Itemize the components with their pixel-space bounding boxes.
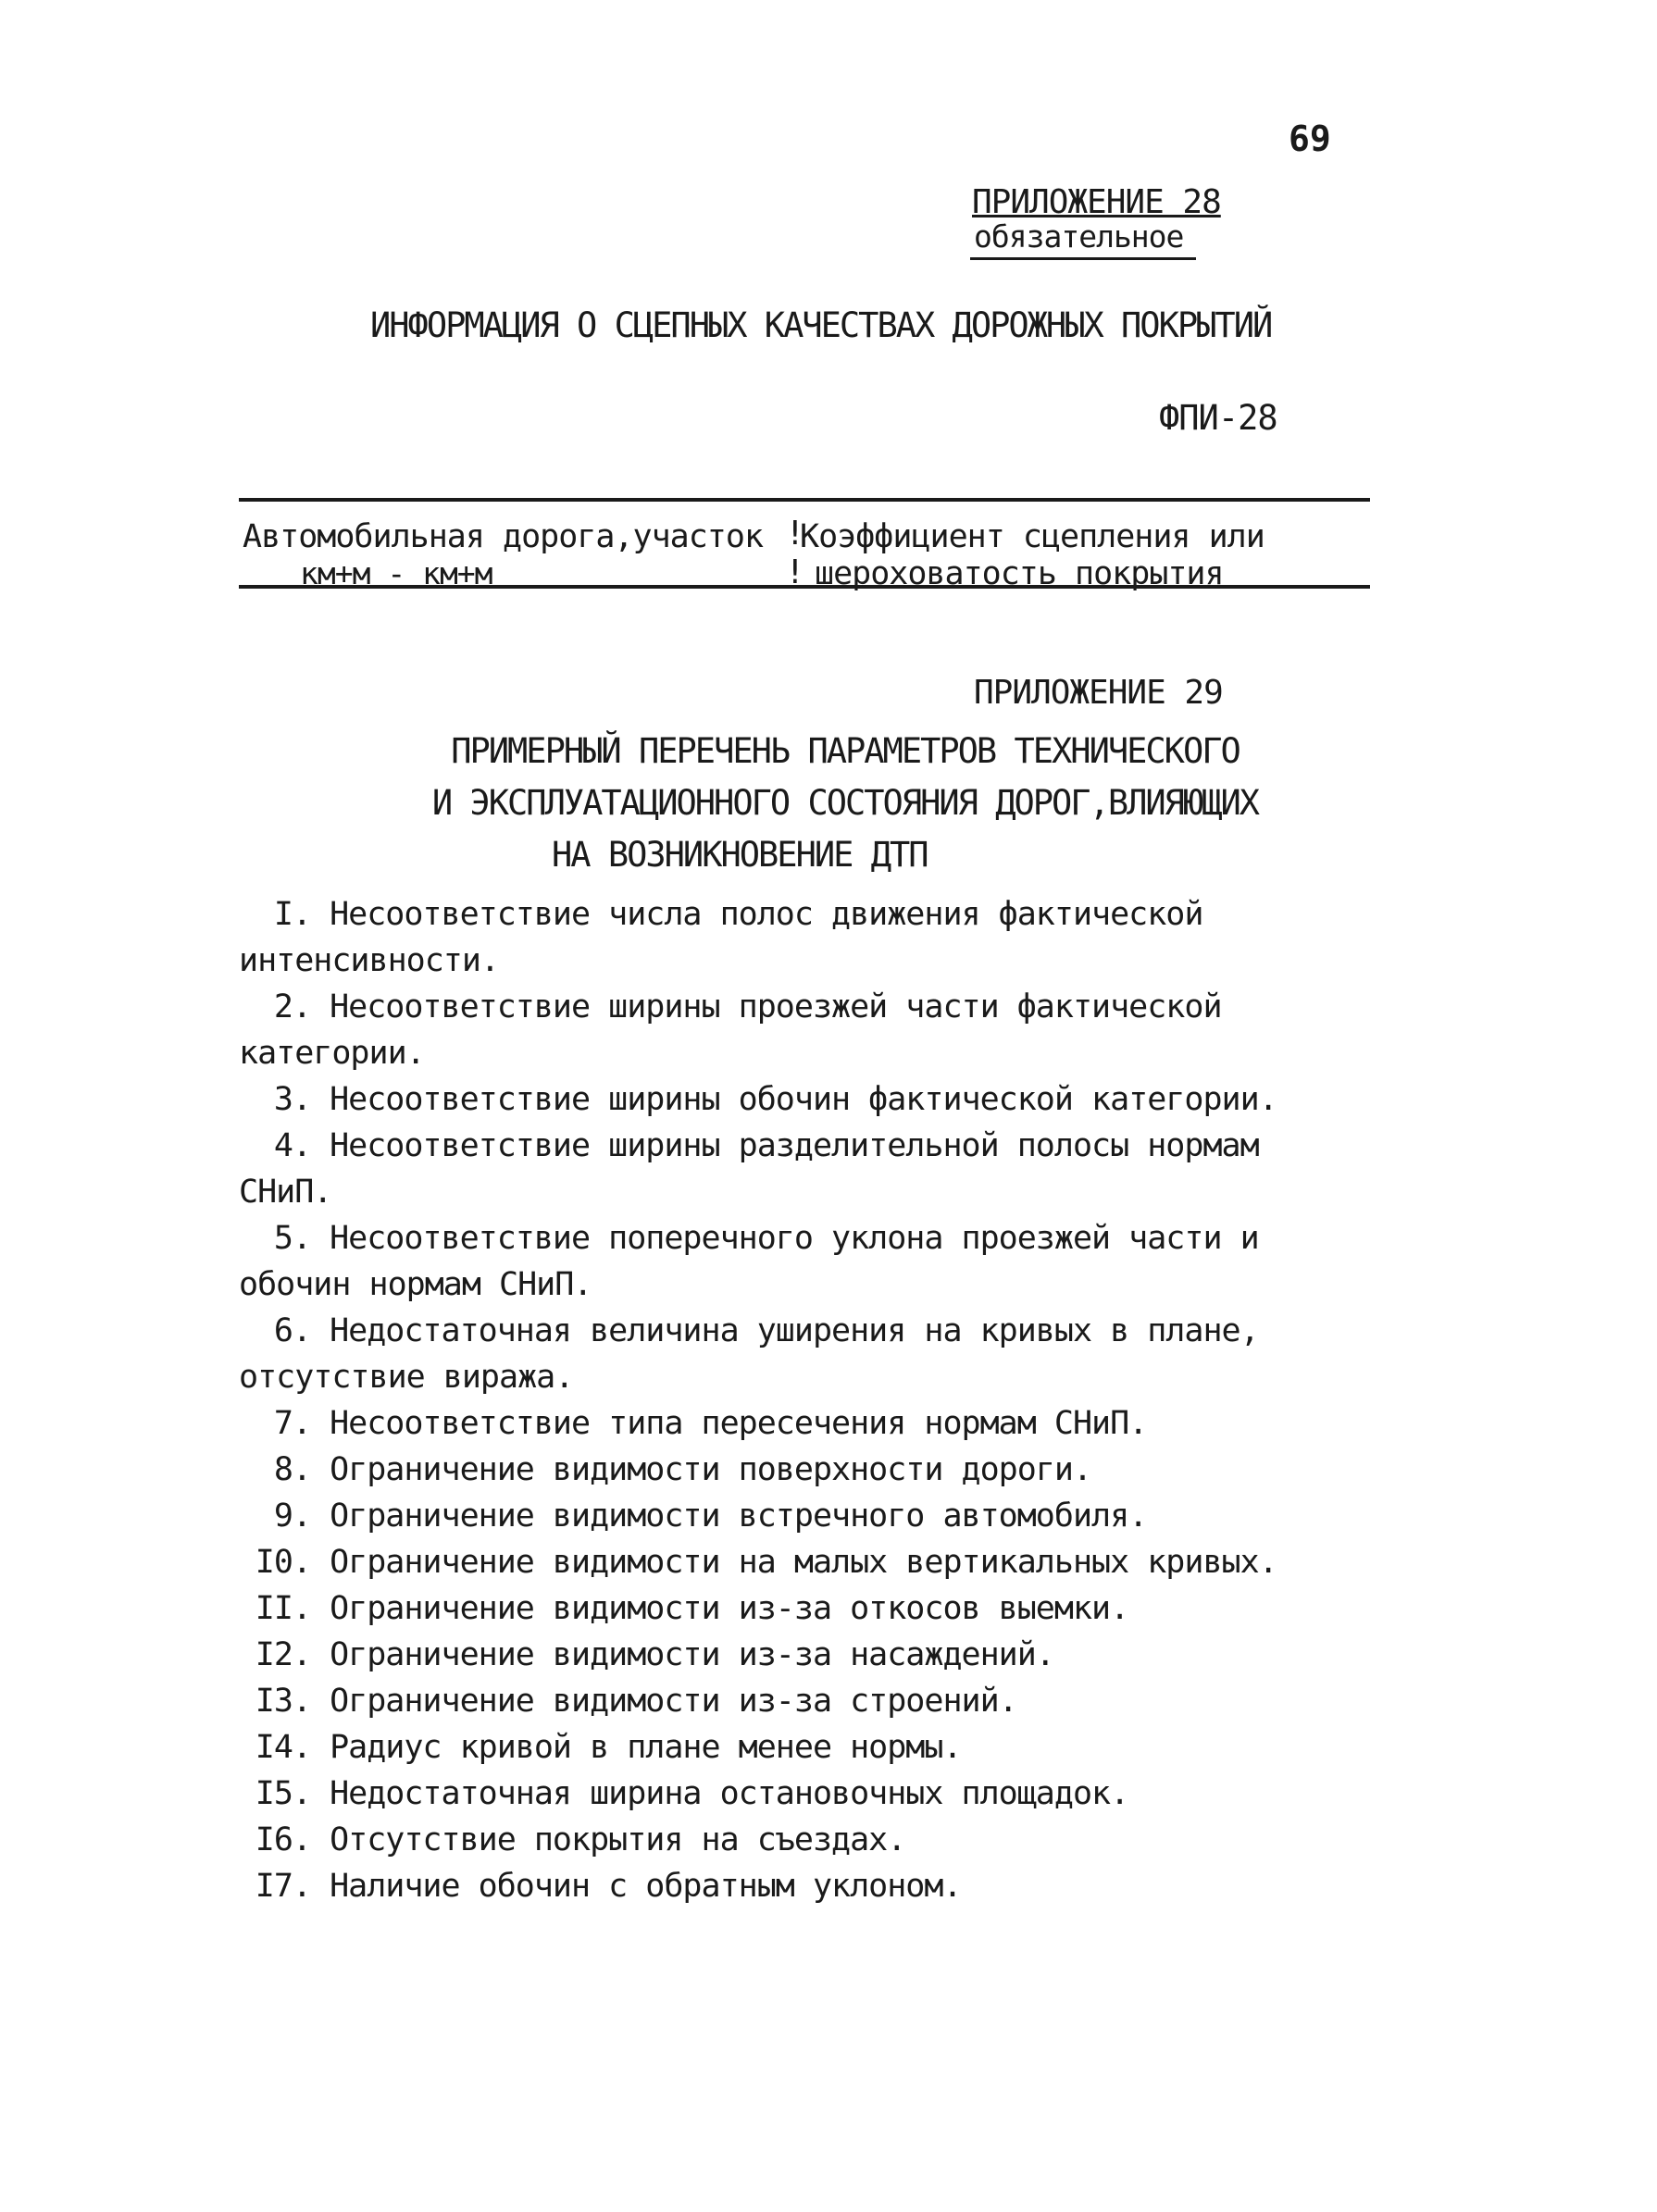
table-column-separator: ! — [785, 515, 805, 553]
list-item-continuation: СНиП. — [239, 1174, 332, 1211]
list-item-text: Несоответствие типа пересечения нормам СНиП. — [311, 1405, 1148, 1442]
page-number: 69 — [1289, 118, 1331, 159]
list-item-text: Ограничение видимости встречного автомобиля. — [311, 1497, 1148, 1535]
list-item — [243, 1868, 962, 1905]
table-col1-subheading: км+м - км+м — [300, 555, 492, 591]
list-item-number: I4. — [255, 1729, 311, 1766]
list-item-number: I. — [273, 896, 311, 933]
appendix-28-title: ПРИЛОЖЕНИЕ 28 — [972, 183, 1221, 221]
table-col2-subheading: шероховатость покрытия — [815, 555, 1224, 592]
list-item — [243, 1775, 1128, 1812]
appendix-28-subtitle: обязательное — [974, 218, 1184, 255]
list-item-number: 2. — [273, 988, 311, 1025]
appendix-29-heading-line2: И ЭКСПЛУАТАЦИОННОГО СОСТОЯНИЯ ДОРОГ,ВЛИЯЮЩИХ — [431, 783, 1259, 823]
list-item-continuation: отсутствие виража. — [239, 1359, 574, 1396]
list-item-text: Несоответствие поперечного уклона проезжей части и — [311, 1220, 1259, 1257]
list-item-text: Ограничение видимости поверхности дороги. — [311, 1451, 1092, 1488]
list-item — [243, 896, 1202, 933]
list-item — [243, 1636, 1054, 1673]
list-item — [243, 1405, 1147, 1442]
table-top-rule — [239, 498, 1370, 502]
list-item-continuation: обочин нормам СНиП. — [239, 1266, 592, 1303]
list-item — [243, 1497, 1147, 1535]
list-item — [243, 1312, 1259, 1349]
list-item-number: I7. — [255, 1868, 311, 1905]
list-item-text: Ограничение видимости из-за насаждений. — [311, 1636, 1054, 1673]
list-item — [243, 1081, 1277, 1118]
list-item-number: I3. — [255, 1683, 311, 1720]
list-item-number: 8. — [273, 1451, 311, 1488]
appendix-29-title: ПРИЛОЖЕНИЕ 29 — [974, 674, 1223, 712]
table-column-separator-2: ! — [785, 553, 805, 591]
table-col1-heading: Автомобильная дорога,участок — [243, 518, 764, 555]
list-item-text: Недостаточная величина уширения на кривых в плане, — [311, 1312, 1259, 1349]
list-item — [243, 1683, 1017, 1720]
table-bottom-rule — [239, 585, 1370, 589]
appendix-29-heading-line1: ПРИМЕРНЫЙ ПЕРЕЧЕНЬ ПАРАМЕТРОВ ТЕХНИЧЕСКОГО — [451, 731, 1240, 771]
list-item — [243, 1220, 1259, 1257]
appendix-29-heading-line3: НА ВОЗНИКНОВЕНИЕ ДТП — [552, 835, 928, 875]
list-item — [243, 1127, 1259, 1164]
list-item-number: 3. — [273, 1081, 311, 1118]
list-item — [243, 988, 1222, 1025]
list-item-number: 7. — [273, 1405, 311, 1442]
list-item-number: II. — [255, 1590, 311, 1627]
list-item-text: Ограничение видимости из-за строений. — [311, 1683, 1017, 1720]
list-item-continuation: категории. — [239, 1035, 425, 1072]
form-code: ФПИ-28 — [1159, 398, 1277, 438]
list-item-text: Ограничение видимости на малых вертикальных кривых. — [311, 1544, 1277, 1581]
list-item-number: I2. — [255, 1636, 311, 1673]
list-item-number: I5. — [255, 1775, 311, 1812]
list-item-number: I6. — [255, 1821, 311, 1858]
list-item-text: Недостаточная ширина остановочных площадок. — [311, 1775, 1129, 1812]
list-item-text: Ограничение видимости из-за откосов выемки. — [311, 1590, 1129, 1627]
list-item-text: Несоответствие числа полос движения фактической — [311, 896, 1203, 933]
list-item-number: 5. — [273, 1220, 311, 1257]
list-item-number: 6. — [273, 1312, 311, 1349]
table-col2-heading: Коэффициент сцепления или — [800, 518, 1265, 555]
list-item — [243, 1729, 962, 1766]
list-item-text: Отсутствие покрытия на съездах. — [311, 1821, 906, 1858]
list-item — [243, 1544, 1277, 1581]
list-item — [243, 1821, 905, 1858]
list-item-number: 9. — [273, 1497, 311, 1535]
list-item-text: Радиус кривой в плане менее нормы. — [311, 1729, 962, 1766]
list-item-text: Наличие обочин с обратным уклоном. — [311, 1868, 962, 1905]
list-item-text: Несоответствие ширины обочин фактической категории. — [311, 1081, 1277, 1118]
form-table-header — [239, 489, 1370, 592]
list-item-number: 4. — [273, 1127, 311, 1164]
list-item-text: Несоответствие ширины проезжей части фактической — [311, 988, 1222, 1025]
list-item-text: Несоответствие ширины разделительной полосы нормам — [311, 1127, 1259, 1164]
list-item-number: I0. — [255, 1544, 311, 1581]
appendix-28-heading: ИНФОРМАЦИЯ О СЦЕПНЫХ КАЧЕСТВАХ ДОРОЖНЫХ ПОКРЫТИЙ — [370, 305, 1272, 345]
list-item-continuation: интенсивности. — [239, 942, 500, 979]
list-item — [243, 1451, 1091, 1488]
list-item — [243, 1590, 1128, 1627]
